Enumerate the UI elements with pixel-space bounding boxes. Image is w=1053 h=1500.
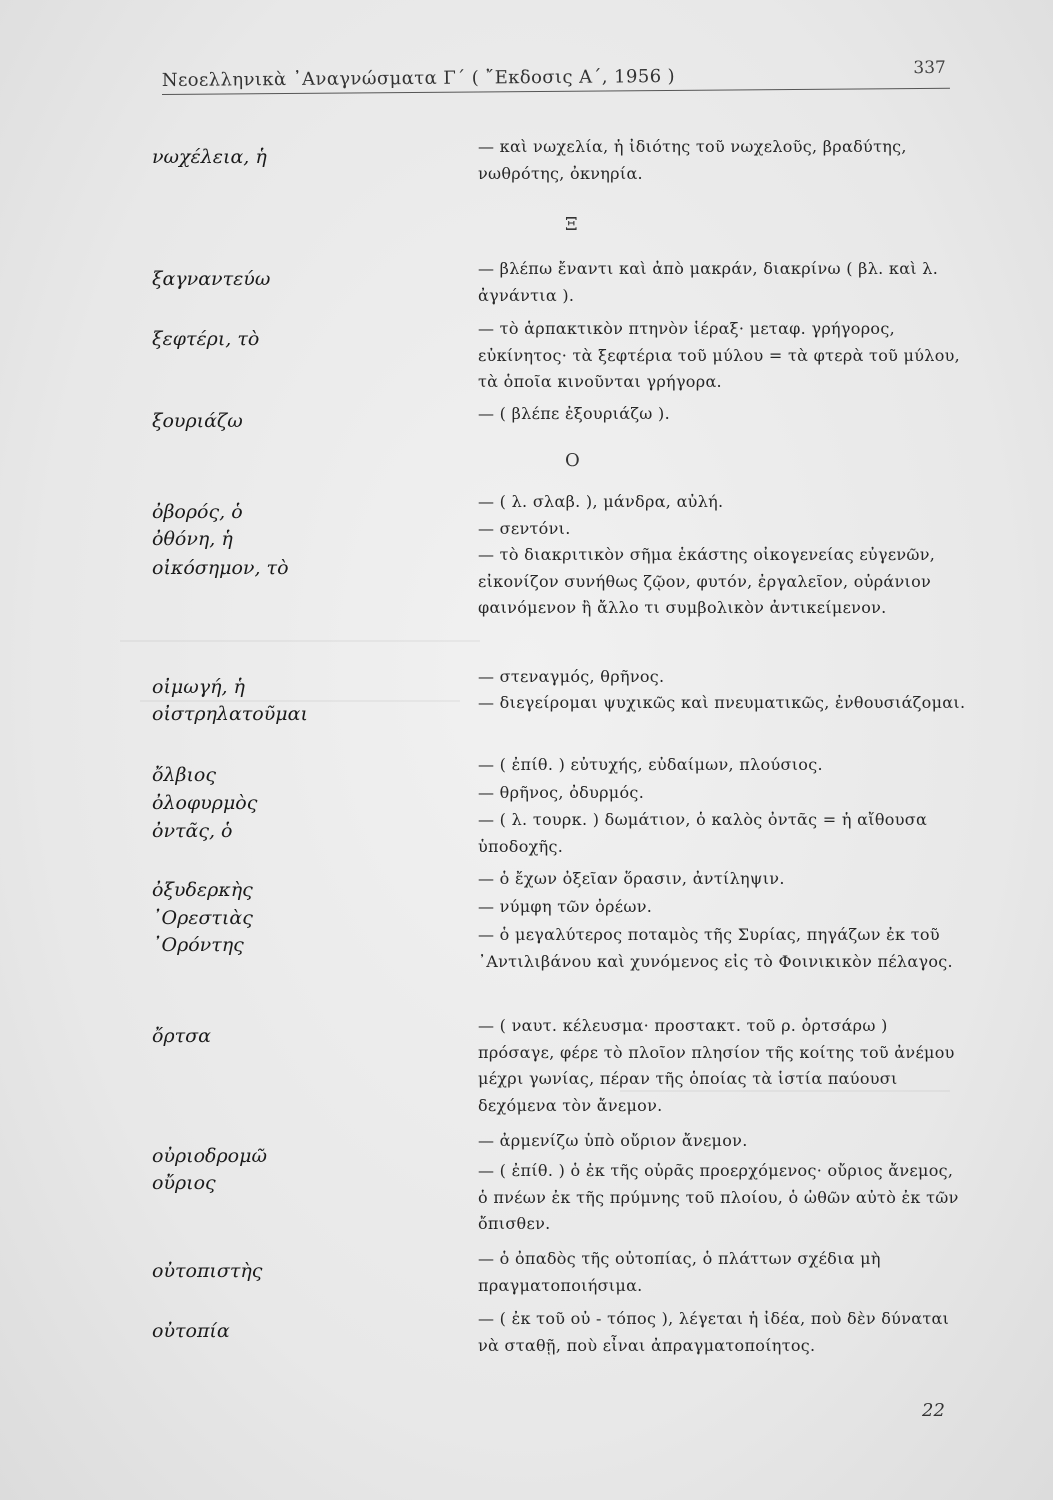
definition: — ὁ ἔχων ὀξεῖαν ὅρασιν, ἀντίληψιν. bbox=[478, 869, 785, 888]
section-letter-omicron: Ο bbox=[565, 450, 580, 471]
definition: — νύμφη τῶν ὀρέων. bbox=[478, 897, 653, 916]
definition: — καὶ νωχελία, ἡ ἰδιότης τοῦ νωχελοῦς, βραδύτης, νωθρότης, ὀκνηρία. bbox=[478, 137, 907, 183]
definition: — ( λ. τουρκ. ) δωμάτιον, ὁ καλὸς ὀντᾶς = ἡ αἴθουσα ὑποδοχῆς. bbox=[478, 810, 928, 856]
headword: ὀβορός, ὁ bbox=[152, 501, 243, 523]
headword: ὀξυδερκὴς bbox=[152, 879, 253, 901]
definition: — βλέπω ἔναντι καὶ ἀπὸ μακράν, διακρίνω ( βλ. καὶ λ. ἀγνάντια ). bbox=[478, 259, 939, 305]
definition: — τὸ ἁρπακτικὸν πτηνὸν ἱέραξ· μεταφ. γρήγορος, εὐκίνητος· τὰ ξεφτέρια τοῦ μύλου = τὰ φτερὰ τοῦ μύλου, τὰ ὁποῖα κινοῦνται γρήγορα. bbox=[478, 319, 961, 391]
definition: — ( ἐπίθ. ) εὐτυχής, εὐδαίμων, πλούσιος. bbox=[478, 755, 823, 774]
definition: — ( λ. σλαβ. ), μάνδρα, αὐλή. bbox=[478, 492, 724, 511]
definition: — θρῆνος, ὀδυρμός. bbox=[478, 783, 645, 802]
headword: οἰμωγή, ἡ bbox=[152, 676, 245, 698]
headword: οἰστρηλατοῦμαι bbox=[152, 703, 308, 725]
headword: ᾿Ορόντης bbox=[152, 934, 244, 956]
headword: ὀντᾶς, ὁ bbox=[152, 820, 233, 842]
headword: οὐτοπιστὴς bbox=[152, 1260, 263, 1282]
definition: — ὁ μεγαλύτερος ποταμὸς τῆς Συρίας, πηγάζων ἐκ τοῦ ᾿Αντιλιβάνου καὶ χυνόμενος εἰς τὸ Φοινικικὸν πέλαγος. bbox=[478, 925, 953, 971]
definition: — ἀρμενίζω ὑπὸ οὔριον ἄνεμον. bbox=[478, 1131, 748, 1150]
headword: ὀλοφυρμὸς bbox=[152, 792, 258, 814]
headword: οὐριοδρομῶ bbox=[152, 1145, 267, 1167]
headword: ὄλβιος bbox=[152, 764, 216, 786]
header-title: Νεοελληνικὰ ᾿Αναγνώσματα Γ΄ ( ῎Εκδοσις Α΄, 1956 ) bbox=[161, 65, 676, 92]
headword: ξεφτέρι, τὸ bbox=[152, 328, 260, 350]
definition: — τὸ διακριτικὸν σῆμα ἑκάστης οἰκογενείας εὐγενῶν, εἰκονίζον συνήθως ζῷον, φυτόν, ἐργαλεῖον, οὐράνιον φαινόμενον ἢ ἄλλο τι συμβολικὸν ἀντικείμενον. bbox=[478, 545, 936, 617]
page-number: 337 bbox=[913, 57, 946, 79]
headword: ὀθόνη, ἡ bbox=[152, 528, 233, 550]
headword: οὔριος bbox=[152, 1172, 216, 1194]
definition: — ὁ ὀπαδὸς τῆς οὐτοπίας, ὁ πλάττων σχέδια μὴ πραγματοποιήσιμα. bbox=[478, 1249, 881, 1295]
signature-mark: 22 bbox=[922, 1400, 945, 1421]
definition: — ( ἐκ τοῦ οὐ - τόπος ), λέγεται ἡ ἰδέα, ποὺ δὲν δύναται νὰ σταθῇ, ποὺ εἶναι ἀπραγματοποίητος. bbox=[478, 1309, 950, 1355]
headword: ὄρτσα bbox=[152, 1025, 211, 1047]
definition: — ( ἐπίθ. ) ὁ ἐκ τῆς οὐρᾶς προερχόμενος· οὔριος ἄνεμος, ὁ πνέων ἐκ τῆς πρύμνης τοῦ πλοίου, ὁ ὠθῶν αὐτὸ ἐκ τῶν ὄπισθεν. bbox=[478, 1161, 959, 1233]
headword: ᾿Ορεστιὰς bbox=[152, 907, 253, 929]
definition: — ( βλέπε ἐξουριάζω ). bbox=[478, 404, 670, 423]
headword: οἰκόσημον, τὸ bbox=[152, 557, 289, 579]
headword: ξουριάζω bbox=[152, 410, 243, 432]
headword: οὐτοπία bbox=[152, 1320, 230, 1342]
definition: — στεναγμός, θρῆνος. bbox=[478, 667, 665, 686]
headword: ξαγναντεύω bbox=[152, 268, 271, 290]
definition: — ( ναυτ. κέλευσμα· προστακτ. τοῦ ρ. ὀρτσάρω ) πρόσαγε, φέρε τὸ πλοῖον πλησίον τῆς κοίτης τοῦ ἀνέμου μέχρι γωνίας, πέραν τῆς ὁποίας τὰ ἱστία παύουσι δεχόμενα τὸν ἄνεμον. bbox=[478, 1016, 955, 1115]
headword: νωχέλεια, ἡ bbox=[152, 146, 267, 168]
section-letter-xi: Ξ bbox=[565, 214, 578, 235]
definition: — σεντόνι. bbox=[478, 519, 571, 538]
definition: — διεγείρομαι ψυχικῶς καὶ πνευματικῶς, ἐνθουσιάζομαι. bbox=[478, 693, 966, 712]
